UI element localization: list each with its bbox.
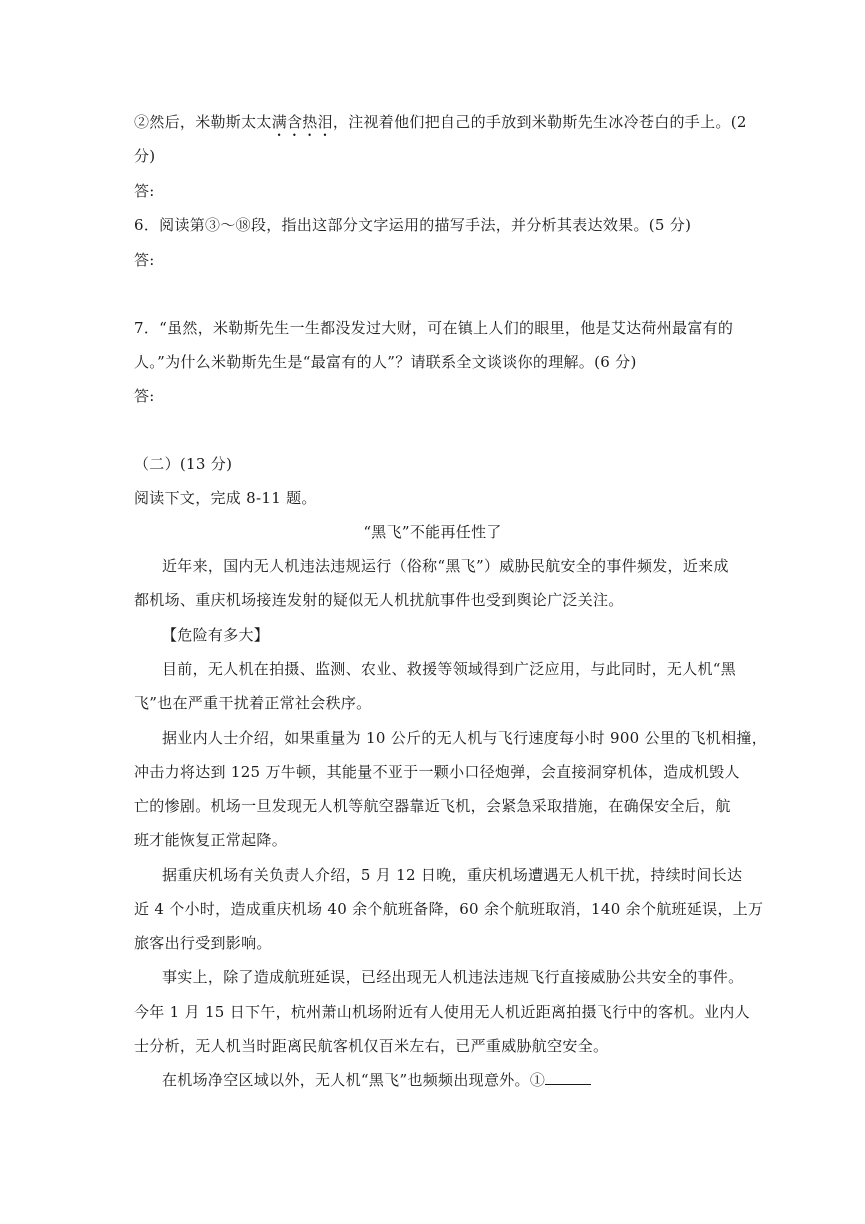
section2-instruction: 阅读下文，完成 8-11 题。 [134,489,317,507]
p2-line-2: 飞”也在严重干扰着正常社会秩序。 [134,694,372,712]
q6-answer-label: 答: [134,251,155,269]
subheading: 【危险有多大】 [162,626,270,644]
p3-line-2: 冲击力将达到 125 万牛顿，其能量不亚于一颗小口径炮弹，会直接洞穿机体，造成机毁人 [134,763,740,781]
article-title: “黑飞”不能再任性了 [363,523,502,541]
fill-in-blank[interactable] [545,1070,591,1085]
p5-line-3: 士分析，无人机当时距离民航客机仅百米左右，已严重威胁航空安全。 [134,1037,609,1055]
p4-line-3: 旅客出行受到影响。 [134,934,272,952]
q7-line1: 7．“虽然，米勒斯先生一生都没发过大财，可在镇上人们的眼里，他是艾达荷州最富有的 [134,319,734,337]
q6-question: 6．阅读第③～⑱段，指出这部分文字运用的描写手法，并分析其表达效果。(5 分) [134,216,692,234]
p3-line-4: 班才能恢复正常起降。 [134,831,288,849]
p3-line-3: 亡的惨剧。机场一旦发现无人机等航空器靠近飞机，会紧急采取措施，在确保安全后，航 [134,797,731,815]
p6-text: 在机场净空区域以外，无人机“黑飞”也频频出现意外。① [162,1071,546,1089]
q5-item2-before: ②然后，米勒斯太太 [134,113,272,131]
q5-answer-label: 答: [134,182,155,200]
p5-line-2: 今年 1 月 15 日下午，杭州萧山机场附近有人使用无人机近距离拍摄飞行中的客机。业内人 [134,1003,750,1021]
q5-item2-emphasis: 满含热泪 [271,113,333,131]
q5-item2-line [134,112,747,140]
p1-line-1: 近年来，国内无人机违法违规运行（俗称“黑飞”）威胁民航安全的事件频发，近来成 [162,557,729,575]
q7-line2: 人。”为什么米勒斯先生是“最富有的人”？请联系全文谈谈你的理解。(6 分) [134,353,637,371]
q7-answer-label: 答: [134,387,155,405]
section2-header: （二）(13 分) [134,455,233,473]
p3-line-1: 据业内人士介绍，如果重量为 10 公斤的无人机与飞行速度每小时 900 公里的飞机相撞， [162,729,767,747]
p5-line-1: 事实上，除了造成航班延误，已经出现无人机违法违规飞行直接威胁公共安全的事件。 [162,968,744,986]
p4-line-1: 据重庆机场有关负责人介绍，5 月 12 日晚，重庆机场遭遇无人机干扰，持续时间长达 [162,866,743,884]
p1-line-2: 都机场、重庆机场接连发射的疑似无人机扰航事件也受到舆论广泛关注。 [134,591,624,609]
q5-item2-cont: 分) [134,147,156,165]
q5-item2-after: ，注视着他们把自己的手放到米勒斯先生冰冷苍白的手上。(2 [332,113,747,131]
paragraph-6 [162,1070,591,1090]
p4-line-2: 近 4 个小时，造成重庆机场 40 余个航班备降，60 余个航班取消，140 余个航班延误，上万 [134,900,764,918]
p2-line-1: 目前，无人机在拍摄、监测、农业、救援等领域得到广泛应用，与此同时，无人机“黑 [162,660,737,678]
